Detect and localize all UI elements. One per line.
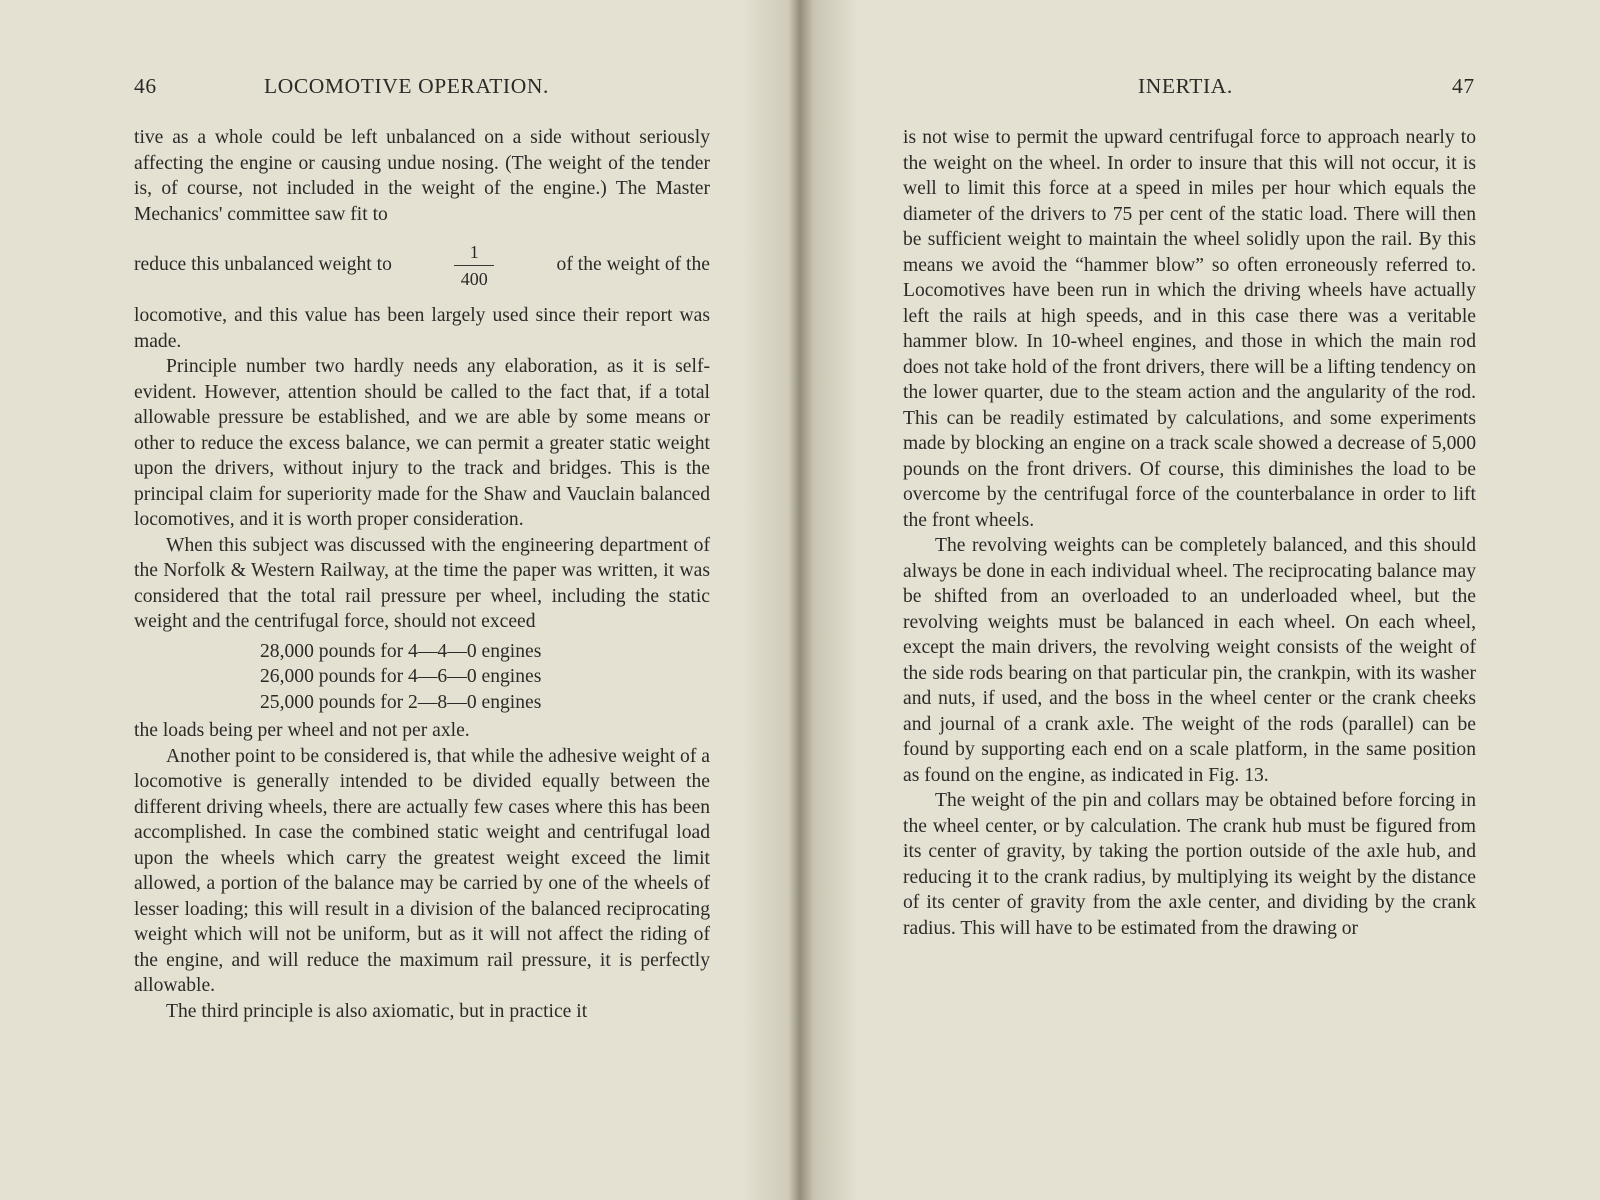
book-gutter — [742, 0, 858, 1200]
fraction-line — [134, 227, 710, 303]
right-paragraph-1: is not wise to permit the upward centrifugal force to approach nearly to the weight on the wheel. In order to insure that this will not occur, it is well to limit this force at a speed in miles per hour which equals the diameter of the drivers to 75 per cent of the static load. There will then be sufficient weight to maintain the wheel solidly upon the rail. By this means we avoid the “hammer blow” so often erroneously referred to. Locomotives have been run in which the driving wheels have actually left the rails at high speeds, and in this case there was a veritable hammer blow. In 10-wheel engines, and those in which the main rod does not take hold of the front drivers, there will be a lifting tendency on the lower quarter, due to the steam action and the angularity of the rod. This can be readily estimated by calculations, and some experiments made by blocking an engine on a track scale showed a decrease of 5,000 pounds on the front drivers. Of course, this diminishes the load to be overcome by the centrifugal force of the counterbalance in order to lift the front wheels. — [903, 127, 1476, 531]
right-page-header — [800, 74, 1600, 104]
left-page-number: 46 — [134, 74, 157, 98]
engine-limit-item: 26,000 pounds for 4—6—0 engines — [260, 666, 542, 687]
right-paragraph-3: The weight of the pin and collars may be obtained before forcing in the wheel center, or by calculation. The crank hub must be figured from its center of gravity, by taking the portion outside of the axle hub, and reducing it to the crank radius, by multiplying its weight by the distance of its center of gravity from the axle center, and dividing by the crank radius. This will have to be estimated from the drawing or — [903, 790, 1476, 939]
fraction-denominator: 400 — [460, 268, 488, 289]
left-page-body — [134, 125, 710, 1024]
right-page-body — [903, 125, 1476, 941]
left-page-header — [0, 74, 800, 104]
left-paragraph-4: Another point to be considered is, that while the adhesive weight of a locomotive is generally intended to be divided equally between the different driving wheels, there are actually few cases where this has been accomplished. In case the combined static weight and centrifugal load upon the wheels which carry the greatest weight exceed the limit allowed, a portion of the balance may be carried by one of the wheels of lesser loading; this will result in a division of the balanced reciprocating weight which will not be uniform, but as it will not affect the riding of the engine, and will reduce the maximum rail pressure, it is perfectly allowable. — [134, 745, 710, 996]
left-running-head: LOCOMOTIVE OPERATION. — [264, 74, 549, 98]
engine-limit-item: 25,000 pounds for 2—8—0 engines — [260, 691, 542, 713]
fraction-after-text: of the weight of the — [556, 254, 710, 276]
right-page — [800, 0, 1600, 1200]
left-paragraph-3: When this subject was discussed with the engineering department of the Norfolk & Western Railway, at the time the paper was written, it was considered that the total rail pressure per wheel, including the static weight and the centrifugal force, should not exceed — [134, 534, 710, 632]
fraction-numerator: 1 — [469, 241, 479, 262]
fraction-before-text: reduce this unbalanced weight to — [134, 254, 392, 276]
left-paragraph-1-cont: locomotive, and this value has been largely used since their report was made. — [134, 305, 710, 352]
left-paragraph-1: tive as a whole could be left unbalanced on a side without seriously affecting the engine or causing undue nosing. (The weight of the tender is, of course, not included in the weight of the engine.) The Master Mechanics' committee saw fit to — [134, 127, 710, 225]
engine-limit-list — [260, 639, 710, 716]
engine-limit-item: 28,000 pounds for 4—4—0 engines — [260, 640, 542, 662]
right-running-head: INERTIA. — [1138, 74, 1233, 98]
right-paragraph-2: The revolving weights can be completely balanced, and this should always be done in each individual wheel. The reciprocating balance may be shifted from an overloaded to an underloaded wheel, but the revolving weights must be balanced in each wheel. On each wheel, except the main drivers, the revolving weight consists of the weight of the side rods bearing on that particular pin, the crankpin, with its washer and nuts, if used, and the boss in the wheel center or the crank cheeks and journal of a crank axle. The weight of the rods (parallel) can be found by supporting each end on a scale platform, in the same position as found on the engine, as indicated in Fig. 13. — [903, 535, 1476, 786]
right-page-number: 47 — [1452, 74, 1475, 98]
left-paragraph-2: Principle number two hardly needs any elaboration, as it is self-evident. However, attention should be called to the fact that, if a total allowable pressure be established, and we are able by some means or other to reduce the excess balance, we can permit a greater static weight upon the drivers, without injury to the track and bridges. This is the principal claim for superiority made for the Shaw and Vauclain balanced locomotives, and it is worth proper consideration. — [134, 356, 710, 530]
fraction — [454, 240, 494, 291]
left-paragraph-3-end: the loads being per wheel and not per axle. — [134, 720, 470, 741]
left-paragraph-5: The third principle is also axiomatic, but in practice it — [166, 1000, 588, 1022]
fraction-bar — [454, 265, 494, 266]
